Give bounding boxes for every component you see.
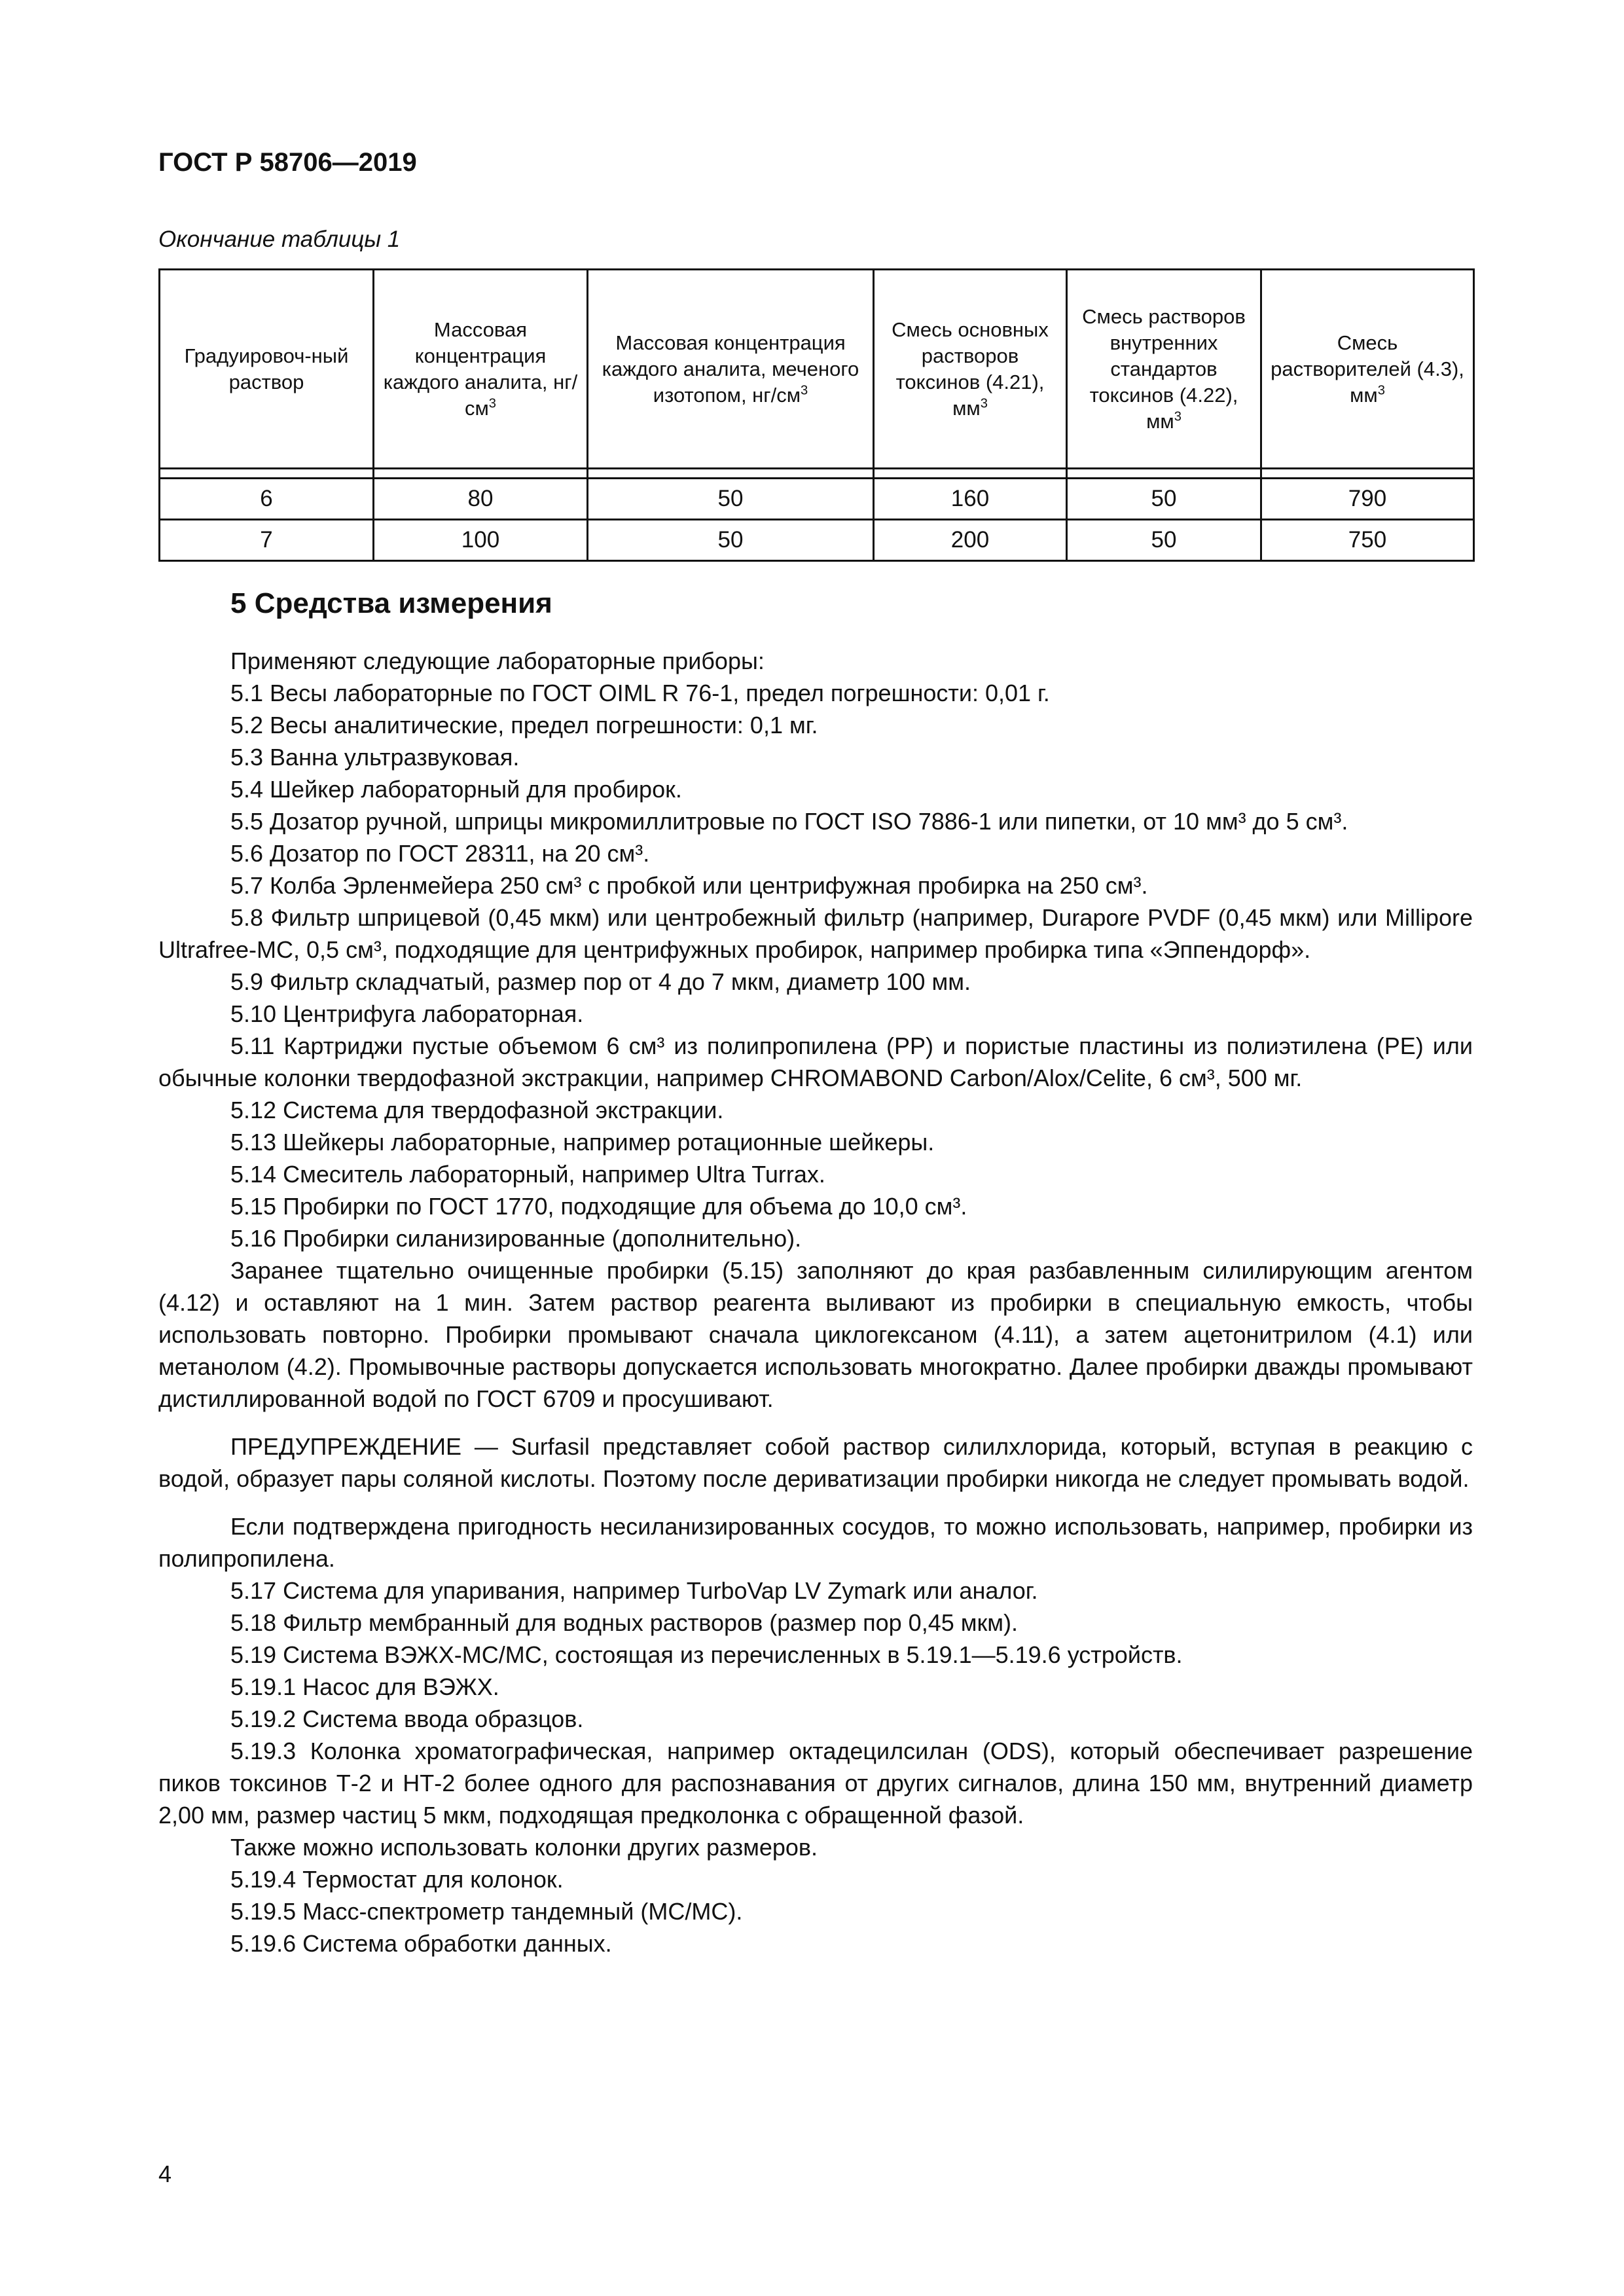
paragraph: 5.17 Система для упаривания, например TurboVap LV Zymark или аналог. <box>230 1577 1038 1604</box>
paragraph: 5.19 Система ВЭЖХ-МС/МС, состоящая из перечисленных в 5.19.1—5.19.6 устройств. <box>230 1641 1183 1668</box>
table-spacer <box>160 469 1474 479</box>
paragraph: 5.13 Шейкеры лабораторные, например ротационные шейкеры. <box>230 1129 935 1156</box>
section-body <box>158 645 1473 1959</box>
calibration-table <box>158 268 1475 562</box>
paragraph: 5.9 Фильтр складчатый, размер пор от 4 до 7 мкм, диаметр 100 мм. <box>230 968 971 995</box>
paragraph: 5.3 Ванна ультразвуковая. <box>230 744 520 771</box>
paragraph: 5.19.4 Термостат для колонок. <box>230 1866 564 1893</box>
paragraph: Заранее тщательно очищенные пробирки (5.15) заполняют до края разбавленным силилирующим агентом (4.12) и оставляют на 1 мин. Затем раствор реагента выливают из пробирки в специальную емкость, чтобы использовать повторно. Пробирки промывают сначала циклогексаном (4.11), а затем ацетонитрилом (4.1) или метанолом (4.2). Промывочные растворы допускается использовать многократно. Далее пробирки дважды промывают дистиллированной водой по ГОСТ 6709 и просушивают. <box>158 1257 1473 1412</box>
table-header-row <box>160 270 1474 469</box>
table-cell: 750 <box>1261 520 1474 561</box>
paragraph: 5.10 Центрифуга лабораторная. <box>230 1000 584 1027</box>
paragraph: 5.6 Дозатор по ГОСТ 28311, на 20 см³. <box>230 840 650 867</box>
table-cell: 6 <box>160 479 374 520</box>
page-number: 4 <box>158 2160 172 2187</box>
header-cell: Массовая концентрация каждого аналита, меченого изотопом, $нг/см^3$ <box>588 270 874 469</box>
section-title: 5 Средства измерения <box>230 587 552 619</box>
paragraph: 5.19.2 Система ввода образцов. <box>230 1705 584 1732</box>
table-row <box>160 479 1474 520</box>
paragraph: 5.19.5 Масс-спектрометр тандемный (МС/МС). <box>230 1898 743 1925</box>
header-cell: Смесь растворов внутренних стандартов токсинов (4.22), $мм^3$ <box>1067 270 1261 469</box>
table-cell: 80 <box>374 479 588 520</box>
table-cell: 50 <box>1067 520 1261 561</box>
table-row <box>160 520 1474 561</box>
header-cell: Массовая концентрация каждого аналита, $нг/см^3$ <box>374 270 588 469</box>
document-code: ГОСТ Р 58706—2019 <box>158 148 417 177</box>
paragraph: 5.19.3 Колонка хроматографическая, например октадецилсилан (ODS), который обеспечивает разрешение пиков токсинов Т-2 и НТ-2 более одного для распознавания от других сигналов, длина 150 мм, внутренний диаметр 2,00 мм, размер частиц 5 мкм, подходящая предколонка с обращенной фазой. <box>158 1738 1473 1829</box>
paragraph: 5.19.1 Насос для ВЭЖХ. <box>230 1673 499 1700</box>
paragraph: 5.7 Колба Эрленмейера 250 см³ с пробкой или центрифужная пробирка на 250 см³. <box>230 872 1148 899</box>
paragraph: 5.15 Пробирки по ГОСТ 1770, подходящие для объема до 10,0 см³. <box>230 1193 967 1220</box>
table-cell: 50 <box>588 479 874 520</box>
paragraph: 5.18 Фильтр мембранный для водных растворов (размер пор 0,45 мкм). <box>230 1609 1018 1636</box>
table-cell: 50 <box>588 520 874 561</box>
table-cell: 200 <box>874 520 1067 561</box>
warning-paragraph: ПРЕДУПРЕЖДЕНИЕ — Surfasil представляет собой раствор силилхлорида, который, вступая в реакцию с водой, образует пары соляной кислоты. Поэтому после дериватизации пробирки никогда не следует промывать водой. <box>158 1433 1473 1492</box>
paragraph: 5.14 Смеситель лабораторный, например Ultra Turrax. <box>230 1161 825 1188</box>
header-cell: Смесь растворителей (4.3), $мм^3$ <box>1261 270 1474 469</box>
table-cell: 50 <box>1067 479 1261 520</box>
paragraph: 5.12 Система для твердофазной экстракции. <box>230 1097 724 1123</box>
paragraph: 5.19.6 Система обработки данных. <box>230 1930 612 1957</box>
paragraph: 5.2 Весы аналитические, предел погрешности: 0,1 мг. <box>230 712 818 738</box>
table-cell: 100 <box>374 520 588 561</box>
table-cell: 160 <box>874 479 1067 520</box>
header-cell: Градуировоч-ный раствор <box>160 270 374 469</box>
paragraph: 5.8 Фильтр шприцевой (0,45 мкм) или центробежный фильтр (например, Durapore PVDF (0,45 мкм) или Millipore Ultrafree-МС, 0,5 см³, подходящие для центрифужных пробирок, например пробирка типа «Эппендорф». <box>158 904 1473 963</box>
paragraph: Применяют следующие лабораторные приборы: <box>230 647 765 674</box>
paragraph: Также можно использовать колонки других размеров. <box>230 1834 818 1861</box>
header-cell: Смесь основных растворов токсинов (4.21), $мм^3$ <box>874 270 1067 469</box>
table-cell: 790 <box>1261 479 1474 520</box>
paragraph: 5.4 Шейкер лабораторный для пробирок. <box>230 776 682 803</box>
paragraph: 5.5 Дозатор ручной, шприцы микромиллитровые по ГОСТ ISO 7886-1 или пипетки, от 10 мм³ до 5 см³. <box>230 808 1348 835</box>
table-cell: 7 <box>160 520 374 561</box>
paragraph: 5.1 Весы лабораторные по ГОСТ OIML R 76-1, предел погрешности: 0,01 г. <box>230 680 1050 706</box>
table-caption: Окончание таблицы 1 <box>158 227 401 252</box>
paragraph: Если подтверждена пригодность несиланизированных сосудов, то можно использовать, например, пробирки из полипропилена. <box>158 1513 1473 1572</box>
paragraph: 5.16 Пробирки силанизированные (дополнительно). <box>230 1225 802 1252</box>
paragraph: 5.11 Картриджи пустые объемом 6 см³ из полипропилена (РР) и пористые пластины из полиэтилена (РЕ) или обычные колонки твердофазной экстракции, например CHROMABOND Carbon/Alox/Celite, 6 см³, 500 мг. <box>158 1032 1473 1091</box>
